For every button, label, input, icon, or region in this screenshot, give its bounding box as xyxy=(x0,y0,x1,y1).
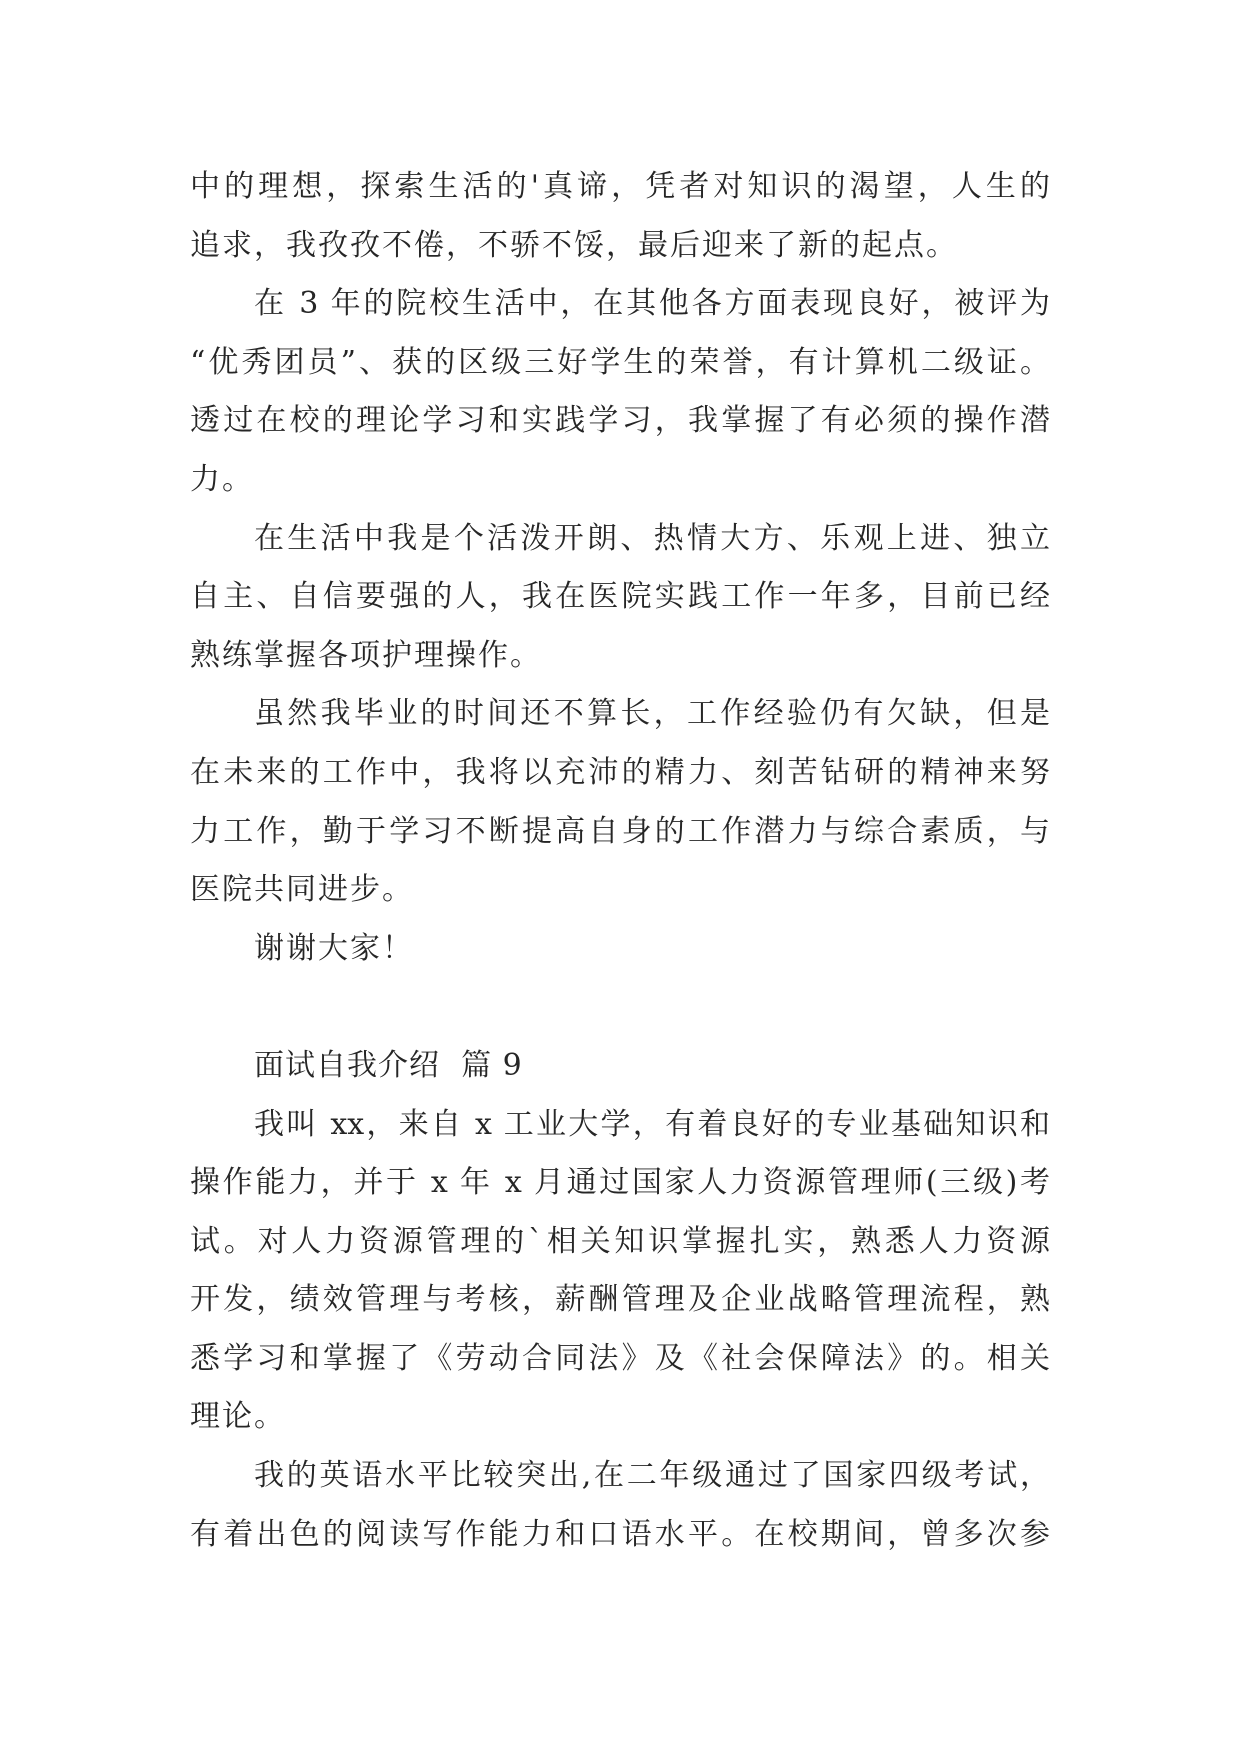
text-line: 中的理想，探索生活的'真谛，凭者对知识的渴望，人生的 xyxy=(190,169,1050,204)
text-line: 操作能力，并于 x 年 x 月通过国家人力资源管理师(三级)考 xyxy=(190,1165,1050,1201)
text-line: 在生活中我是个活泼开朗、热情大方、乐观上进、独立 xyxy=(254,520,1050,556)
text-line: 开发，绩效管理与考核，薪酬管理及企业战略管理流程，熟 xyxy=(190,1282,1050,1318)
text-line: 谢谢大家！ xyxy=(254,930,414,966)
text-line: 自主、自信要强的人，我在医院实践工作一年多，目前已经 xyxy=(190,579,1050,615)
text-line: 在 3 年的院校生活中，在其他各方面表现良好，被评为 xyxy=(254,286,1050,322)
text-line: 在未来的工作中，我将以充沛的精力、刻苦钻研的精神来努 xyxy=(190,754,1050,790)
text-line: 力。 xyxy=(190,461,254,497)
text-line: 力工作，勤于学习不断提高自身的工作潜力与综合素质，与 xyxy=(190,813,1050,849)
text-line: 医院共同进步。 xyxy=(190,872,414,908)
document-body xyxy=(190,158,1050,1564)
text-line: 熟练掌握各项护理操作。 xyxy=(190,637,542,673)
text-line: 我叫 xx，来自 x 工业大学，有着良好的专业基础知识和 xyxy=(254,1106,1050,1142)
text-line: “优秀团员”、获的区级三好学生的荣誉，有计算机二级证。 xyxy=(190,344,1050,380)
text-line: 透过在校的理论学习和实践学习，我掌握了有必须的操作潜 xyxy=(190,403,1050,439)
text-line: 理论。 xyxy=(190,1399,286,1435)
text-line: 试。对人力资源管理的`相关知识掌握扎实，熟悉人力资源 xyxy=(190,1223,1050,1259)
text-line: 我的英语水平比较突出,在二年级通过了国家四级考试， xyxy=(254,1458,1050,1494)
text-line: 有着出色的阅读写作能力和口语水平。在校期间，曾多次参 xyxy=(190,1516,1050,1552)
blank-line xyxy=(190,978,1050,1037)
text-line: 追求，我孜孜不倦，不骄不馁，最后迎来了新的起点。 xyxy=(190,227,958,263)
text-line: 虽然我毕业的时间还不算长，工作经验仍有欠缺，但是 xyxy=(254,696,1050,732)
text-line: 悉学习和掌握了《劳动合同法》及《社会保障法》的。相关 xyxy=(190,1340,1050,1376)
section-title: 面试自我介绍 篇 9 xyxy=(254,1047,523,1083)
